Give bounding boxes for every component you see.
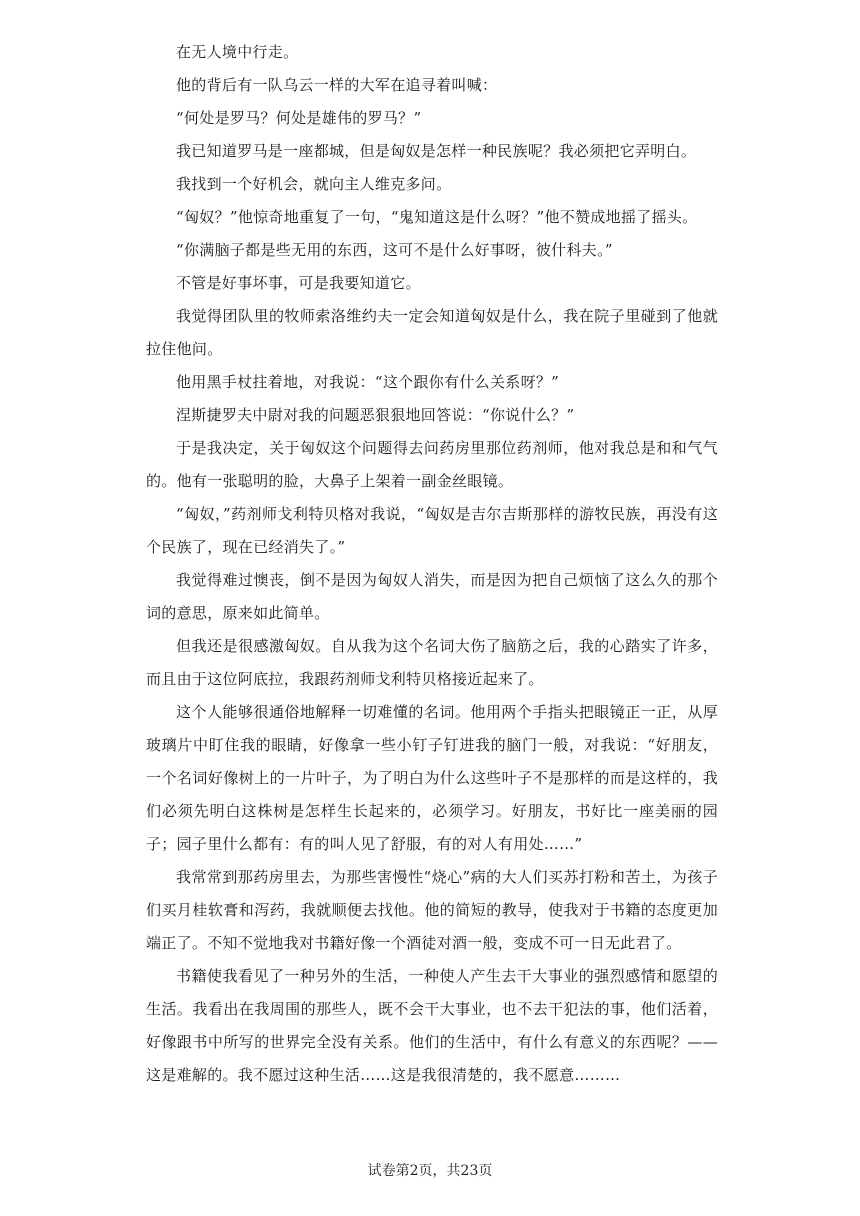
paragraph: 书籍使我看见了一种另外的生活，一种使人产生去干大事业的强烈感情和愿望的生活。我看出在我周围的那些人，既不会干大事业，也不去干犯法的事，他们活着，好像跟书中所写的世界完全没有关系。他们的生活中，有什么有意义的东西呢？——这是难解的。我不愿过这种生活……这是我很清楚的，我不愿意……… (146, 967, 718, 1084)
article-body (146, 36, 718, 1092)
paragraph: “你满脑子都是些无用的东西，这可不是什么好事呀，彼什科夫。” (176, 241, 613, 259)
paragraph: 我找到一个好机会，就向主人维克多问。 (176, 175, 452, 193)
paragraph: 但我还是很感激匈奴。自从我为这个名词大伤了脑筋之后，我的心踏实了许多，而且由于这位阿底拉，我跟药剂师戈利特贝格接近起来了。 (146, 637, 718, 688)
paragraph: 我觉得难过懊丧，倒不是因为匈奴人消失，而是因为把自己烦恼了这么久的那个词的意思，原来如此简单。 (146, 571, 718, 622)
paragraph: 这个人能够很通俗地解释一切难懂的名词。他用两个手指头把眼镜正一正，从厚玻璃片中盯住我的眼睛，好像拿一些小钉子钉进我的脑门一般，对我说：“好朋友，一个名词好像树上的一片叶子，为了明白为什么这些叶子不是那样的而是这样的，我们必须先明白这株树是怎样生长起来的，必须学习。好朋友，书好比一座美丽的园子；园子里什么都有：有的叫人见了舒服，有的对人有用处……” (146, 703, 718, 853)
paragraph: 我常常到那药房里去，为那些害慢性“烧心”病的大人们买苏打粉和苦土，为孩子们买月桂软膏和泻药，我就顺便去找他。他的简短的教导，使我对于书籍的态度更加端正了。不知不觉地我对书籍好像一个酒徒对酒一般，变成不可一日无此君了。 (146, 868, 718, 952)
paragraph: 我已知道罗马是一座都城，但是匈奴是怎样一种民族呢？我必须把它弄明白。 (176, 142, 697, 160)
paragraph: “匈奴？”他惊奇地重复了一句，“鬼知道这是什么呀？”他不赞成地摇了摇头。 (176, 208, 698, 226)
paragraph: 不管是好事坏事，可是我要知道它。 (176, 274, 421, 292)
paragraph: 于是我决定，关于匈奴这个问题得去问药房里那位药剂师，他对我总是和和气气的。他有一张聪明的脸，大鼻子上架着一副金丝眼镜。 (146, 439, 718, 490)
paragraph: 他用黑手杖拄着地，对我说：“这个跟你有什么关系呀？” (176, 373, 560, 391)
page-footer (0, 1160, 860, 1180)
paragraph: “何处是罗马？何处是雄伟的罗马？” (176, 109, 422, 127)
paragraph: 我觉得团队里的牧师索洛维约夫一定会知道匈奴是什么，我在院子里碰到了他就拉住他问。 (146, 307, 718, 358)
paragraph: 他的背后有一队乌云一样的大军在追寻着叫喊： (176, 76, 498, 94)
page-number-label: 试卷第2页，共23页 (367, 1163, 493, 1179)
paragraph: 涅斯捷罗夫中尉对我的问题恶狠狠地回答说：“你说什么？” (176, 406, 575, 424)
paragraph: 在无人境中行走。 (176, 43, 299, 61)
paragraph: “匈奴，”药剂师戈利特贝格对我说，“匈奴是吉尔吉斯那样的游牧民族，再没有这个民族了，现在已经消失了。” (146, 505, 718, 556)
